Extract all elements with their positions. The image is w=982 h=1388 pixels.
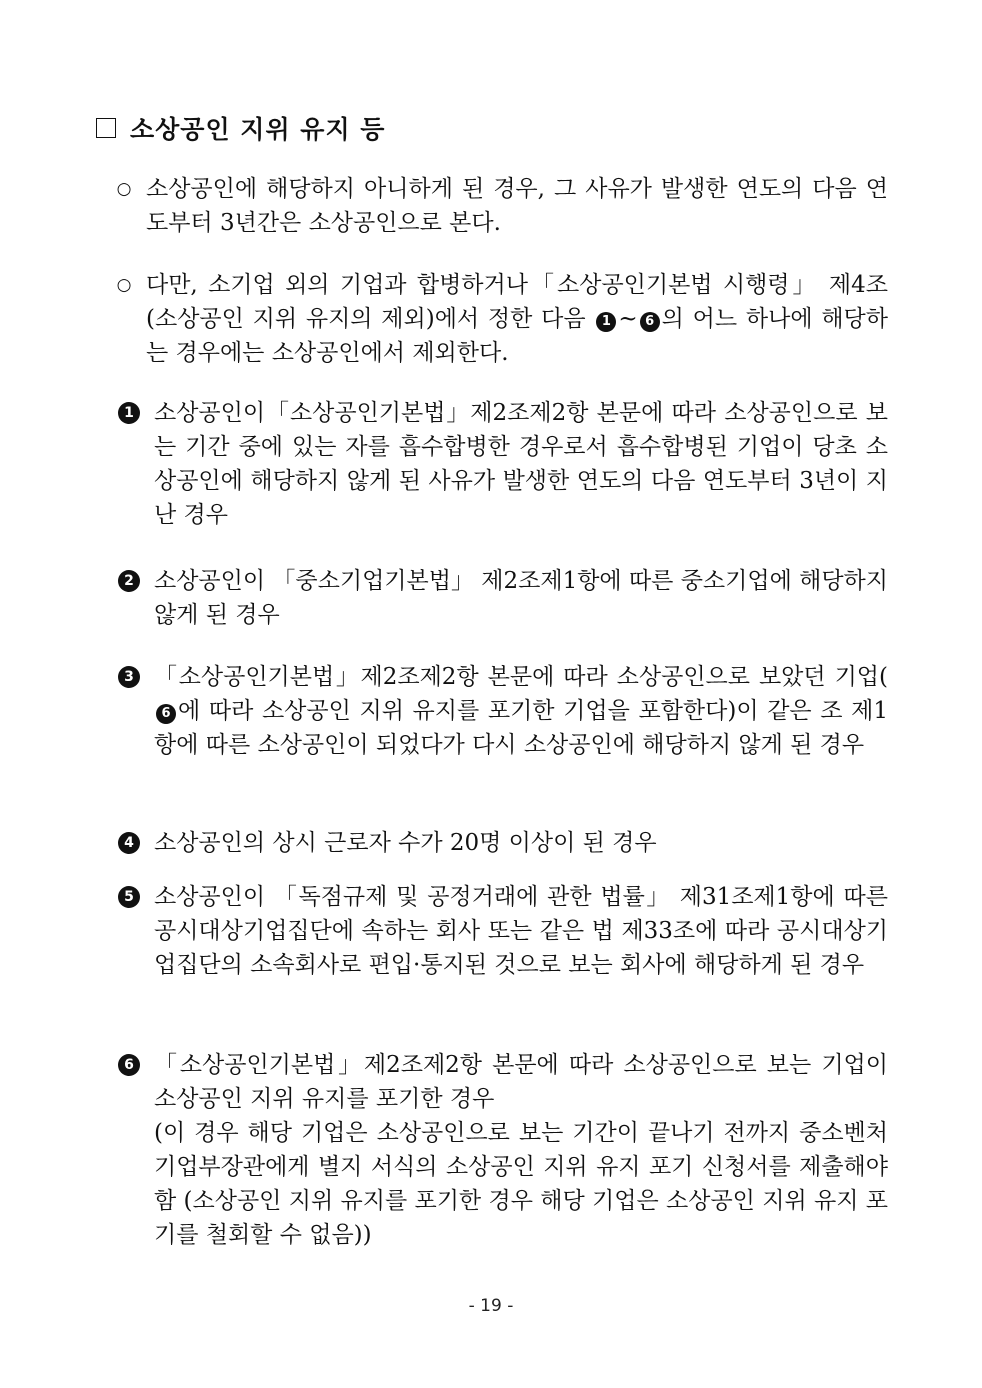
list-item-1	[118, 396, 888, 532]
list-item-text: 「소상공인기본법」제2조제2항 본문에 따라 소상공인으로 보았던 기업(6 에 따라 소상공인 지위 유지를 포기한 기업을 포함한다)이 같은 조 제1항에 따른 소상공인이 되었다가 다시 소상공인에 해당하지 않게 된 경우	[154, 664, 888, 758]
bullet-paragraph-2	[112, 268, 888, 370]
list-item-3	[118, 660, 888, 762]
bullet-text: 다만, 소기업 외의 기업과 합병하거나「소상공인기본법 시행령」 제4조(소상공인 지위 유지의 제외)에서 정한 다음 1 ~ 6 의 어느 하나에 해당하는 경우에는 소상공인에서 제외한다.	[146, 272, 888, 366]
number-4-icon: 4	[118, 832, 140, 854]
number-1-icon: 1	[596, 312, 616, 332]
number-6-icon: 6	[156, 704, 176, 724]
section-heading-text: 소상공인 지위 유지 등	[130, 115, 386, 144]
list-item-5	[118, 880, 888, 982]
list-item-6	[118, 1048, 888, 1252]
list-item-text: 소상공인이「소상공인기본법」제2조제2항 본문에 따라 소상공인으로 보는 기간 중에 있는 자를 흡수합병한 경우로서 흡수합병된 기업이 당초 소상공인에 해당하지 않게 된 사유가 발생한 연도의 다음 연도부터 3년이 지난 경우	[154, 400, 888, 528]
list-item-2	[118, 564, 888, 632]
list-item-text: 소상공인이 「중소기업기본법」 제2조제1항에 따른 중소기업에 해당하지 않게 된 경우	[154, 568, 888, 628]
number-1-icon: 1	[118, 402, 140, 424]
bullet-text: 소상공인에 해당하지 아니하게 된 경우, 그 사유가 발생한 연도의 다음 연도부터 3년간은 소상공인으로 본다.	[146, 176, 888, 236]
number-2-icon: 2	[118, 570, 140, 592]
number-6-icon: 6	[118, 1054, 140, 1076]
bullet-paragraph-1	[112, 172, 888, 240]
page-number: - 19 -	[468, 1296, 514, 1316]
circle-bullet-icon: ○	[116, 179, 132, 199]
list-item-4	[118, 826, 888, 860]
list-item-note: (이 경우 해당 기업은 소상공인으로 보는 기간이 끝나기 전까지 중소벤처기업부장관에게 별지 서식의 소상공인 지위 유지 포기 신청서를 제출해야 함 (소상공인 지위 유지를 포기한 경우 해당 기업은 소상공인 지위 유지 포기를 철회할 수 없음))	[154, 1120, 888, 1248]
section-heading	[96, 110, 385, 146]
number-3-icon: 3	[118, 666, 140, 688]
square-bullet-icon	[96, 118, 116, 138]
list-item-text: 「소상공인기본법」제2조제2항 본문에 따라 소상공인으로 보는 기업이 소상공인 지위 유지를 포기한 경우 (이 경우 해당 기업은 소상공인으로 보는 기간이 끝나기 전까지 중소벤처기업부장관에게 별지 서식의 소상공인 지위 유지 포기 신청서를 제출해야 함 (소상공인 지위 유지를 포기한 경우 해당 기업은 소상공인 지위 유지 포기를 철회할 수 없음))	[154, 1048, 888, 1252]
number-6-icon: 6	[640, 312, 660, 332]
list-item-text: 소상공인이 「독점규제 및 공정거래에 관한 법률」 제31조제1항에 따른 공시대상기업집단에 속하는 회사 또는 같은 법 제33조에 따라 공시대상기업집단의 소속회사로 편입·통지된 것으로 보는 회사에 해당하게 된 경우	[154, 884, 888, 978]
list-item-text: 소상공인의 상시 근로자 수가 20명 이상이 된 경우	[154, 830, 657, 856]
circle-bullet-icon: ○	[116, 275, 132, 295]
number-5-icon: 5	[118, 886, 140, 908]
